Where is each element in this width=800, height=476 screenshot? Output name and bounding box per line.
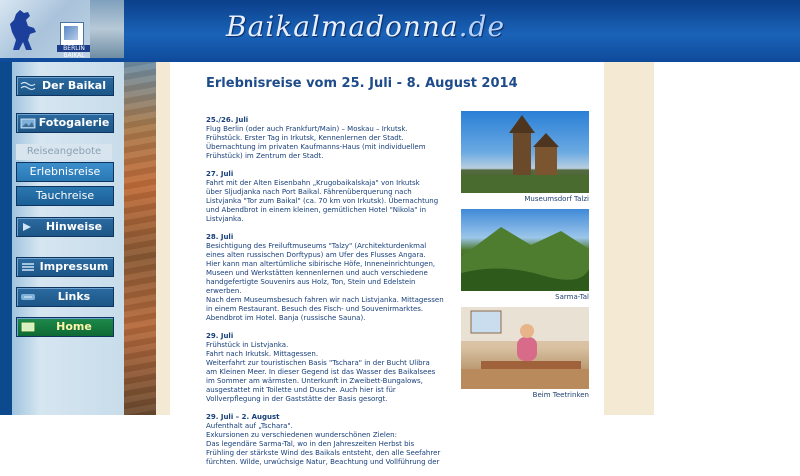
site-title (226, 10, 505, 43)
berlin-bear-icon (6, 6, 42, 54)
itinerary-day (206, 413, 458, 467)
itinerary-text (206, 116, 458, 476)
rock-photo-strip (124, 62, 156, 415)
nav-fotogalerie-button[interactable] (16, 113, 114, 133)
waves-icon (20, 80, 36, 92)
nav-hinweise-label: Hinweise (45, 220, 103, 233)
nav-reiseangebote-heading: Reiseangebote (16, 144, 112, 160)
site-header (0, 0, 800, 62)
mountain-icon (461, 209, 589, 291)
photo-icon (20, 117, 36, 129)
itinerary-date: 28. Juli (206, 233, 234, 241)
museum-village-image (461, 111, 589, 193)
wooden-church-icon (461, 111, 589, 193)
nav-impressum-label: Impressum (39, 260, 109, 273)
right-background (654, 62, 800, 415)
photo-caption: Museumsdorf Talzi (524, 195, 589, 203)
page-title: Erlebnisreise vom 25. Juli - 8. August 2014 (206, 76, 518, 91)
nav-tauchreise-button[interactable]: Tauchreise (16, 186, 114, 206)
content-border-right (604, 62, 654, 415)
itinerary-description: Aufenthalt auf „Tschara". Exkursionen zu verschiedenen wunderschönen Zielen: Das legendäre Sarma-Tal, wo in den Jahreszeiten Herbst bis Frühling der stärkste Wind des Baikals entsteht, den alle Seefahrer fürchten. Wilde, urwüchsige Natur, Beachtung und Vollführung der (206, 422, 441, 466)
nav-erlebnisreise-button[interactable]: Erlebnisreise (16, 162, 114, 182)
nav-impressum-button[interactable] (16, 257, 114, 277)
arrow-right-icon (20, 221, 36, 233)
link-icon (20, 291, 36, 303)
berlin-baikal-logo[interactable] (0, 0, 124, 58)
itinerary-day (206, 233, 458, 323)
itinerary-description: Fahrt mit der Alten Eisenbahn „Krugobaikalskaja" von Irkutsk über Sljudjanka nach Port Baikal. Fährenüberquerung nach Listvjanka "Tor zum Baikal" (ca. 70 km von Irkutsk). Übernachtung und Abendbrot in einem kleinen, gemütlichen Hotel "Nikola" in Listvjanka. (206, 179, 439, 223)
itinerary-date: 29. Juli – 2. August (206, 413, 280, 421)
site-title-tld: .de (458, 10, 506, 43)
site-title-name: Baikalmadonna (226, 10, 459, 43)
nav-fotogalerie-label: Fotogalerie (38, 116, 110, 129)
nav-der-baikal-button[interactable] (16, 76, 114, 96)
nav-hinweise-button[interactable] (16, 217, 114, 237)
home-icon (20, 321, 36, 333)
itinerary-date: 25./26. Juli (206, 116, 249, 124)
itinerary-date: 27. Juli (206, 170, 234, 178)
itinerary-date: 29. Juli (206, 332, 234, 340)
photo-teetrinken[interactable] (461, 307, 589, 399)
bb-emblem-icon (60, 22, 84, 46)
itinerary-day (206, 332, 458, 404)
photo-caption: Sarma-Tal (555, 293, 589, 301)
sarma-valley-image (461, 209, 589, 291)
nav-home-button[interactable] (16, 317, 114, 337)
nav-der-baikal-label: Der Baikal (42, 79, 106, 92)
photo-museumsdorf[interactable] (461, 111, 589, 203)
tea-drinking-image (461, 307, 589, 389)
itinerary-description: Frühstück in Listvjanka. Fahrt nach Irkutsk. Mittagessen. Weiterfahrt zur touristischen Basis "Tschara" in der Bucht Ulibra am Kleinen Meer. In dieser Gegend ist das Wasser des Baikalsees im Sommer am wärmsten. Unterkunft in Zweibett-Bungalows, ausgestattet mit Toilette und Dusche. Auch hier ist für Vollverpflegung in der Gaststätte der Basis gesorgt. (206, 341, 436, 403)
logo-banner: BERLIN BAIKAL (57, 45, 91, 52)
itinerary-day (206, 170, 458, 224)
nav-links-button[interactable] (16, 287, 114, 307)
interior-room-icon (461, 307, 589, 389)
list-icon (20, 261, 36, 273)
photo-caption: Beim Teetrinken (532, 391, 589, 399)
lake-landscape-image (90, 0, 124, 58)
nav-links-label: Links (57, 290, 91, 303)
itinerary-day (206, 116, 458, 161)
itinerary-description: Flug Berlin (oder auch Frankfurt/Main) – Moskau – Irkutsk. Frühstück. Erster Tag in Irkutsk, Kennenlernen der Stadt. Übernachtung im privaten Kaufmanns-Haus (mit individuellem Frühstück) im Zentrum der Stadt. (206, 125, 426, 160)
photo-sarma-tal[interactable] (461, 209, 589, 301)
nav-home-label: Home (56, 320, 92, 333)
content-border-left (156, 62, 170, 415)
itinerary-description: Besichtigung des Freiluftmuseums "Talzy" (Architekturdenkmal eines alten russischen Dorftypus) am Ufer des Flusses Angara. Hier kann man altertümliche sibirische Höfe, Inneneinrichtungen, Museen und Werkstätten kennenlernen und auch verschiedene handgefertigte Souvenirs aus Holz, Ton, Stein und Edelstein erwerben. Nach dem Museumsbesuch fahren wir nach Listvjanka. Mittagessen in einem Restaurant. Besuch des Fisch- und Souvenirmarktes. Abendbrot im Hotel. Banja (russische Sauna). (206, 242, 444, 322)
